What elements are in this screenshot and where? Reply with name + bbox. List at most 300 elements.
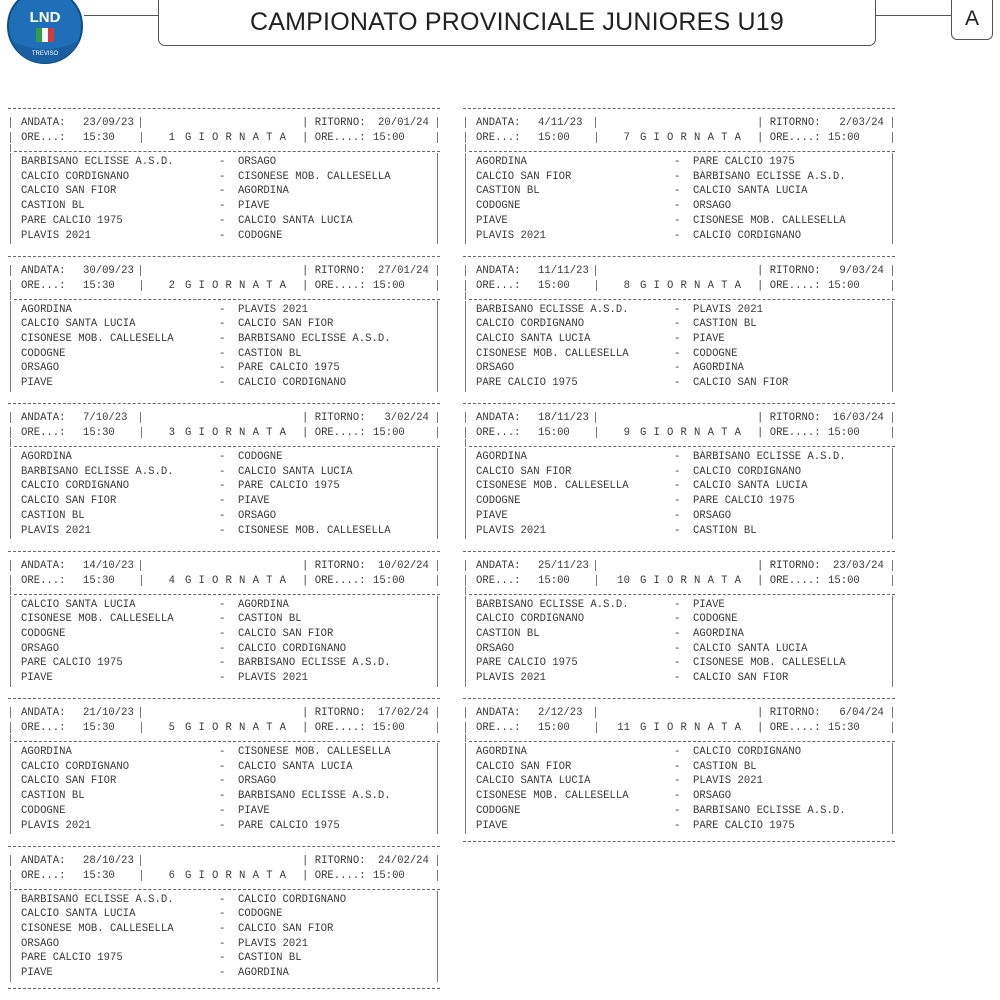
away-team: ORSAGO (238, 156, 277, 168)
home-team: AGORDINA (476, 156, 527, 168)
border-bar (892, 560, 893, 571)
ore-andata-label: ORE...: (21, 722, 66, 734)
ore-andata-label: ORE...: (476, 132, 521, 144)
match-row (463, 746, 895, 761)
away-team: CISONESE MOB. CALLESELLA (238, 746, 391, 758)
match-separator: - (219, 952, 226, 965)
away-team: CALCIO CORDIGNANO (238, 893, 347, 906)
dashed-rule (8, 846, 440, 847)
match-row (8, 952, 440, 967)
match-row (463, 215, 895, 230)
border-bar (465, 575, 466, 586)
andata-label: ANDATA: (476, 117, 521, 129)
border-bar (437, 707, 438, 718)
andata-label: ANDATA: (21, 117, 66, 129)
home-team: CISONESE MOB. CALLESELLA (476, 480, 629, 493)
away-team: AGORDINA (693, 627, 744, 640)
home-team: ORSAGO (21, 937, 60, 950)
andata-date: 28/10/23 (83, 854, 134, 867)
dashed-rule (8, 108, 440, 109)
match-separator: - (219, 672, 226, 684)
andata-label: ANDATA: (476, 707, 521, 719)
match-separator: - (674, 347, 681, 360)
match-separator: - (674, 214, 681, 227)
border-bar (141, 870, 142, 881)
match-separator: - (674, 819, 681, 832)
match-list (463, 151, 895, 251)
andata-label: ANDATA: (21, 854, 66, 867)
match-row (8, 230, 440, 245)
match-list (8, 594, 440, 694)
giornata-label: G I O R N A T A (640, 279, 742, 292)
home-team: CALCIO SAN FIOR (476, 170, 572, 183)
match-separator: - (674, 627, 681, 640)
match-separator: - (674, 657, 681, 670)
border-bar (10, 117, 11, 128)
match-row (8, 525, 440, 540)
andata-label: ANDATA: (21, 559, 66, 572)
border-bar (465, 117, 466, 128)
match-row (8, 820, 440, 835)
dashed-rule (463, 403, 895, 404)
ore-andata: 15:30 (83, 574, 115, 587)
away-team: CALCIO SAN FIOR (693, 377, 789, 389)
match-separator: - (219, 509, 226, 522)
dashed-rule (8, 551, 440, 552)
border-bar (140, 707, 141, 718)
giornata-number: 4 (168, 574, 175, 587)
border-bar (465, 412, 466, 423)
title-rule-left (84, 15, 162, 16)
ore-andata-label: ORE...: (21, 574, 66, 587)
match-row (463, 657, 895, 672)
round-header (463, 693, 895, 741)
home-team: CALCIO CORDIGNANO (21, 480, 130, 493)
border-bar (10, 870, 11, 881)
home-team: AGORDINA (21, 746, 72, 758)
andata-date: 23/09/23 (83, 117, 134, 129)
home-team: AGORDINA (476, 746, 527, 758)
border-bar (140, 265, 141, 276)
home-team: CASTION BL (21, 200, 85, 213)
border-bar (141, 132, 142, 143)
match-separator: - (674, 790, 681, 803)
round-header (463, 398, 895, 446)
dashed-rule (463, 256, 895, 257)
border-bar (10, 132, 11, 143)
border-bar (10, 265, 11, 276)
match-separator: - (674, 318, 681, 331)
ritorno-label: | RITORNO: (302, 854, 366, 867)
ore-andata-label: ORE...: (21, 132, 66, 144)
border-bar (465, 280, 466, 291)
away-team: ORSAGO (238, 775, 277, 788)
title-box (158, 0, 876, 46)
ore-andata: 15:00 (538, 427, 570, 439)
ore-ritorno: 15:00 (373, 574, 405, 587)
ore-andata-label: ORE...: (476, 279, 521, 292)
away-team: CALCIO SANTA LUCIA (693, 185, 808, 198)
match-row (463, 480, 895, 495)
home-team: CALCIO SAN FIOR (21, 495, 117, 508)
ore-ritorno: 15:30 (828, 722, 860, 734)
match-separator: - (219, 465, 226, 478)
away-team: PARE CALCIO 1975 (238, 819, 340, 832)
match-separator: - (674, 480, 681, 493)
away-team: CISONESE MOB. CALLESELLA (693, 214, 846, 227)
match-row (463, 525, 895, 540)
border-bar (596, 280, 597, 291)
home-team: CASTION BL (21, 790, 85, 803)
giornata-label: G I O R N A T A (185, 722, 287, 734)
home-team: CALCIO CORDIGNANO (21, 170, 130, 183)
border-bar (465, 560, 466, 571)
home-team: PLAVIS 2021 (21, 229, 91, 242)
match-list (8, 446, 440, 546)
andata-date: 18/11/23 (538, 412, 589, 424)
ritorno-date: 10/02/24 (378, 559, 429, 572)
dashed-rule (463, 108, 895, 109)
match-row (463, 451, 895, 466)
match-row (463, 761, 895, 776)
match-row (8, 938, 440, 953)
match-separator: - (674, 642, 681, 655)
giornata-label: G I O R N A T A (185, 279, 287, 292)
match-separator: - (219, 657, 226, 670)
home-team: PLAVIS 2021 (476, 672, 546, 684)
ore-andata: 15:30 (83, 427, 115, 439)
ritorno-date: 27/01/24 (378, 264, 429, 277)
home-team: CALCIO SANTA LUCIA (21, 598, 136, 611)
border-bar (892, 412, 893, 423)
home-team: PARE CALCIO 1975 (21, 214, 123, 227)
match-row (463, 156, 895, 171)
match-row (463, 466, 895, 481)
match-separator: - (219, 804, 226, 817)
giornata-number: 1 (168, 132, 175, 144)
ritorno-date: 3/02/24 (384, 412, 429, 424)
away-team: CALCIO SAN FIOR (238, 627, 334, 640)
match-row (463, 613, 895, 628)
border-bar (892, 575, 893, 586)
ore-andata-label: ORE...: (21, 427, 66, 439)
round-header (463, 103, 895, 151)
ore-ritorno-label: | ORE....: (757, 132, 821, 144)
home-team: CISONESE MOB. CALLESELLA (21, 613, 174, 626)
giornata-label: G I O R N A T A (185, 132, 287, 144)
giornata-number: 11 (617, 722, 630, 734)
home-team: BARBISANO ECLISSE A.S.D. (476, 303, 629, 316)
andata-date: 30/09/23 (83, 264, 134, 277)
logo-subtext: TREVISO (31, 51, 59, 57)
match-row (8, 480, 440, 495)
away-team: BARBISANO ECLISSE A.S.D. (238, 332, 391, 345)
schedule-column-right (463, 103, 895, 842)
away-team: PIAVE (238, 804, 270, 817)
match-separator: - (219, 318, 226, 331)
away-team: PLAVIS 2021 (238, 672, 308, 684)
border-bar (465, 707, 466, 718)
match-separator: - (674, 509, 681, 522)
match-row (8, 746, 440, 761)
away-team: ORSAGO (238, 509, 277, 522)
home-team: CASTION BL (476, 627, 540, 640)
border-bar (892, 117, 893, 128)
home-team: PARE CALCIO 1975 (476, 657, 578, 670)
match-separator: - (674, 362, 681, 375)
ritorno-label: | RITORNO: (302, 412, 366, 424)
match-separator: - (219, 922, 226, 935)
giornata-number: 2 (168, 279, 175, 292)
ore-ritorno-label: | ORE....: (302, 132, 366, 144)
match-row (8, 318, 440, 333)
andata-label: ANDATA: (21, 264, 66, 277)
away-team: AGORDINA (693, 362, 744, 375)
match-row (8, 200, 440, 215)
ore-ritorno: 15:00 (828, 574, 860, 587)
border-bar (140, 412, 141, 423)
border-bar (140, 855, 141, 866)
home-team: CODOGNE (21, 347, 66, 360)
home-team: CODOGNE (476, 804, 521, 817)
round-header (463, 546, 895, 594)
match-separator: - (219, 185, 226, 198)
home-team: CALCIO SANTA LUCIA (21, 908, 136, 921)
border-bar (595, 117, 596, 128)
ritorno-label: | RITORNO: (302, 117, 366, 129)
giornata-number: 7 (623, 132, 630, 144)
giornata-label: G I O R N A T A (640, 132, 742, 144)
andata-label: ANDATA: (476, 412, 521, 424)
border-bar (10, 427, 11, 438)
home-team: CODOGNE (476, 495, 521, 508)
match-separator: - (219, 229, 226, 242)
ore-ritorno: 15:00 (373, 869, 405, 882)
away-team: CODOGNE (238, 908, 283, 921)
dashed-rule (463, 841, 895, 842)
home-team: PARE CALCIO 1975 (476, 377, 578, 389)
match-separator: - (219, 908, 226, 921)
border-bar (596, 722, 597, 733)
border-bar (465, 427, 466, 438)
dashed-rule (8, 256, 440, 257)
match-separator: - (219, 495, 226, 508)
home-team: CALCIO SAN FIOR (21, 775, 117, 788)
ritorno-label: | RITORNO: (757, 559, 821, 572)
andata-date: 11/11/23 (538, 264, 589, 277)
home-team: PLAVIS 2021 (21, 819, 91, 832)
match-separator: - (219, 200, 226, 213)
border-bar (10, 722, 11, 733)
home-team: ORSAGO (21, 642, 60, 655)
match-separator: - (219, 893, 226, 906)
ore-ritorno-label: | ORE....: (757, 427, 821, 439)
ritorno-date: 24/02/24 (378, 854, 429, 867)
match-row (8, 672, 440, 687)
match-separator: - (674, 804, 681, 817)
home-team: PLAVIS 2021 (476, 229, 546, 242)
ore-andata: 15:30 (83, 132, 115, 144)
home-team: PLAVIS 2021 (21, 524, 91, 537)
match-list (8, 889, 440, 989)
match-list (463, 594, 895, 694)
away-team: PARE CALCIO 1975 (693, 819, 795, 832)
round-header (463, 251, 895, 299)
andata-date: 4/11/23 (538, 117, 583, 129)
match-row (8, 185, 440, 200)
match-row (8, 967, 440, 982)
dashed-rule (463, 698, 895, 699)
home-team: CALCIO SANTA LUCIA (21, 318, 136, 331)
andata-date: 25/11/23 (538, 559, 589, 572)
border-bar (892, 265, 893, 276)
giornata-number: 8 (623, 279, 630, 292)
match-row (463, 805, 895, 820)
match-row (8, 923, 440, 938)
ore-ritorno-label: | ORE....: (302, 869, 366, 882)
home-team: AGORDINA (21, 451, 72, 463)
home-team: CALCIO SANTA LUCIA (476, 332, 591, 345)
match-row (8, 377, 440, 392)
ore-ritorno-label: | ORE....: (757, 722, 821, 734)
match-separator: - (219, 332, 226, 345)
round-header (8, 693, 440, 741)
ore-ritorno: 15:00 (828, 427, 860, 439)
border-bar (465, 132, 466, 143)
match-row (8, 348, 440, 363)
andata-date: 2/12/23 (538, 707, 583, 719)
match-separator: - (674, 760, 681, 773)
home-team: CODOGNE (21, 627, 66, 640)
ore-ritorno-label: | ORE....: (302, 722, 366, 734)
home-team: PIAVE (476, 509, 508, 522)
border-bar (595, 707, 596, 718)
match-separator: - (219, 156, 226, 168)
match-separator: - (674, 746, 681, 758)
away-team: PLAVIS 2021 (238, 303, 308, 316)
home-team: BARBISANO ECLISSE A.S.D. (476, 598, 629, 611)
border-bar (892, 132, 893, 143)
border-bar (141, 722, 142, 733)
match-row (8, 599, 440, 614)
home-team: CALCIO SAN FIOR (476, 465, 572, 478)
round-block (8, 546, 440, 694)
border-bar (596, 427, 597, 438)
away-team: BARBISANO ECLISSE A.S.D. (238, 657, 391, 670)
giornata-number: 6 (168, 869, 175, 882)
ore-ritorno-label: | ORE....: (757, 574, 821, 587)
home-team: CISONESE MOB. CALLESELLA (476, 790, 629, 803)
giornata-number: 10 (617, 574, 630, 587)
match-row (8, 613, 440, 628)
ritorno-date: 17/02/24 (378, 707, 429, 719)
ritorno-date: 20/01/24 (378, 117, 429, 129)
ritorno-label: | RITORNO: (302, 707, 366, 719)
match-row (463, 304, 895, 319)
ore-ritorno-label: | ORE....: (757, 279, 821, 292)
border-bar (10, 412, 11, 423)
border-bar (465, 722, 466, 733)
match-row (8, 466, 440, 481)
match-row (8, 215, 440, 230)
home-team: PIAVE (476, 819, 508, 832)
match-separator: - (219, 451, 226, 463)
match-separator: - (674, 377, 681, 389)
away-team: CALCIO SAN FIOR (238, 318, 334, 331)
match-row (8, 156, 440, 171)
border-bar (437, 575, 438, 586)
andata-date: 14/10/23 (83, 559, 134, 572)
ore-ritorno: 15:00 (373, 132, 405, 144)
ritorno-date: 6/04/24 (839, 707, 884, 719)
ore-ritorno-label: | ORE....: (302, 427, 366, 439)
match-row (8, 643, 440, 658)
match-separator: - (674, 613, 681, 626)
ore-andata: 15:00 (538, 722, 570, 734)
away-team: PARE CALCIO 1975 (693, 156, 795, 168)
away-team: PARE CALCIO 1975 (238, 362, 340, 375)
away-team: CALCIO CORDIGNANO (238, 642, 347, 655)
match-row (463, 333, 895, 348)
away-team: PLAVIS 2021 (693, 775, 763, 788)
away-team: CALCIO SANTA LUCIA (238, 465, 353, 478)
match-row (463, 672, 895, 687)
away-team: CALCIO CORDIGNANO (238, 377, 347, 389)
border-bar (141, 280, 142, 291)
home-team: PIAVE (21, 967, 53, 979)
away-team: AGORDINA (238, 598, 289, 611)
home-team: CALCIO CORDIGNANO (476, 613, 585, 626)
away-team: CALCIO CORDIGNANO (693, 229, 802, 242)
round-header (8, 398, 440, 446)
ore-ritorno: 15:00 (373, 722, 405, 734)
match-row (8, 304, 440, 319)
match-separator: - (219, 362, 226, 375)
giornata-label: G I O R N A T A (185, 869, 287, 882)
match-row (463, 628, 895, 643)
away-team: AGORDINA (238, 185, 289, 198)
border-bar (595, 265, 596, 276)
ritorno-date: 16/03/24 (833, 412, 884, 424)
round-block (463, 693, 895, 841)
border-bar (596, 575, 597, 586)
match-separator: - (674, 495, 681, 508)
match-separator: - (219, 819, 226, 832)
match-separator: - (219, 627, 226, 640)
dashed-rule (8, 988, 440, 989)
home-team: ORSAGO (476, 362, 515, 375)
round-block (8, 103, 440, 251)
home-team: PLAVIS 2021 (476, 524, 546, 537)
andata-label: ANDATA: (21, 707, 66, 719)
round-header (8, 251, 440, 299)
ore-ritorno-label: | ORE....: (302, 574, 366, 587)
match-separator: - (219, 967, 226, 979)
round-header (8, 546, 440, 594)
match-separator: - (219, 214, 226, 227)
round-header (8, 103, 440, 151)
home-team: AGORDINA (476, 451, 527, 463)
away-team: CODOGNE (693, 613, 738, 626)
match-row (8, 495, 440, 510)
away-team: BARBISANO ECLISSE A.S.D. (693, 170, 846, 183)
giornata-number: 3 (168, 427, 175, 439)
border-bar (596, 132, 597, 143)
away-team: CALCIO CORDIGNANO (693, 746, 802, 758)
away-team: PLAVIS 2021 (693, 303, 763, 316)
match-separator: - (219, 790, 226, 803)
dashed-rule (463, 551, 895, 552)
